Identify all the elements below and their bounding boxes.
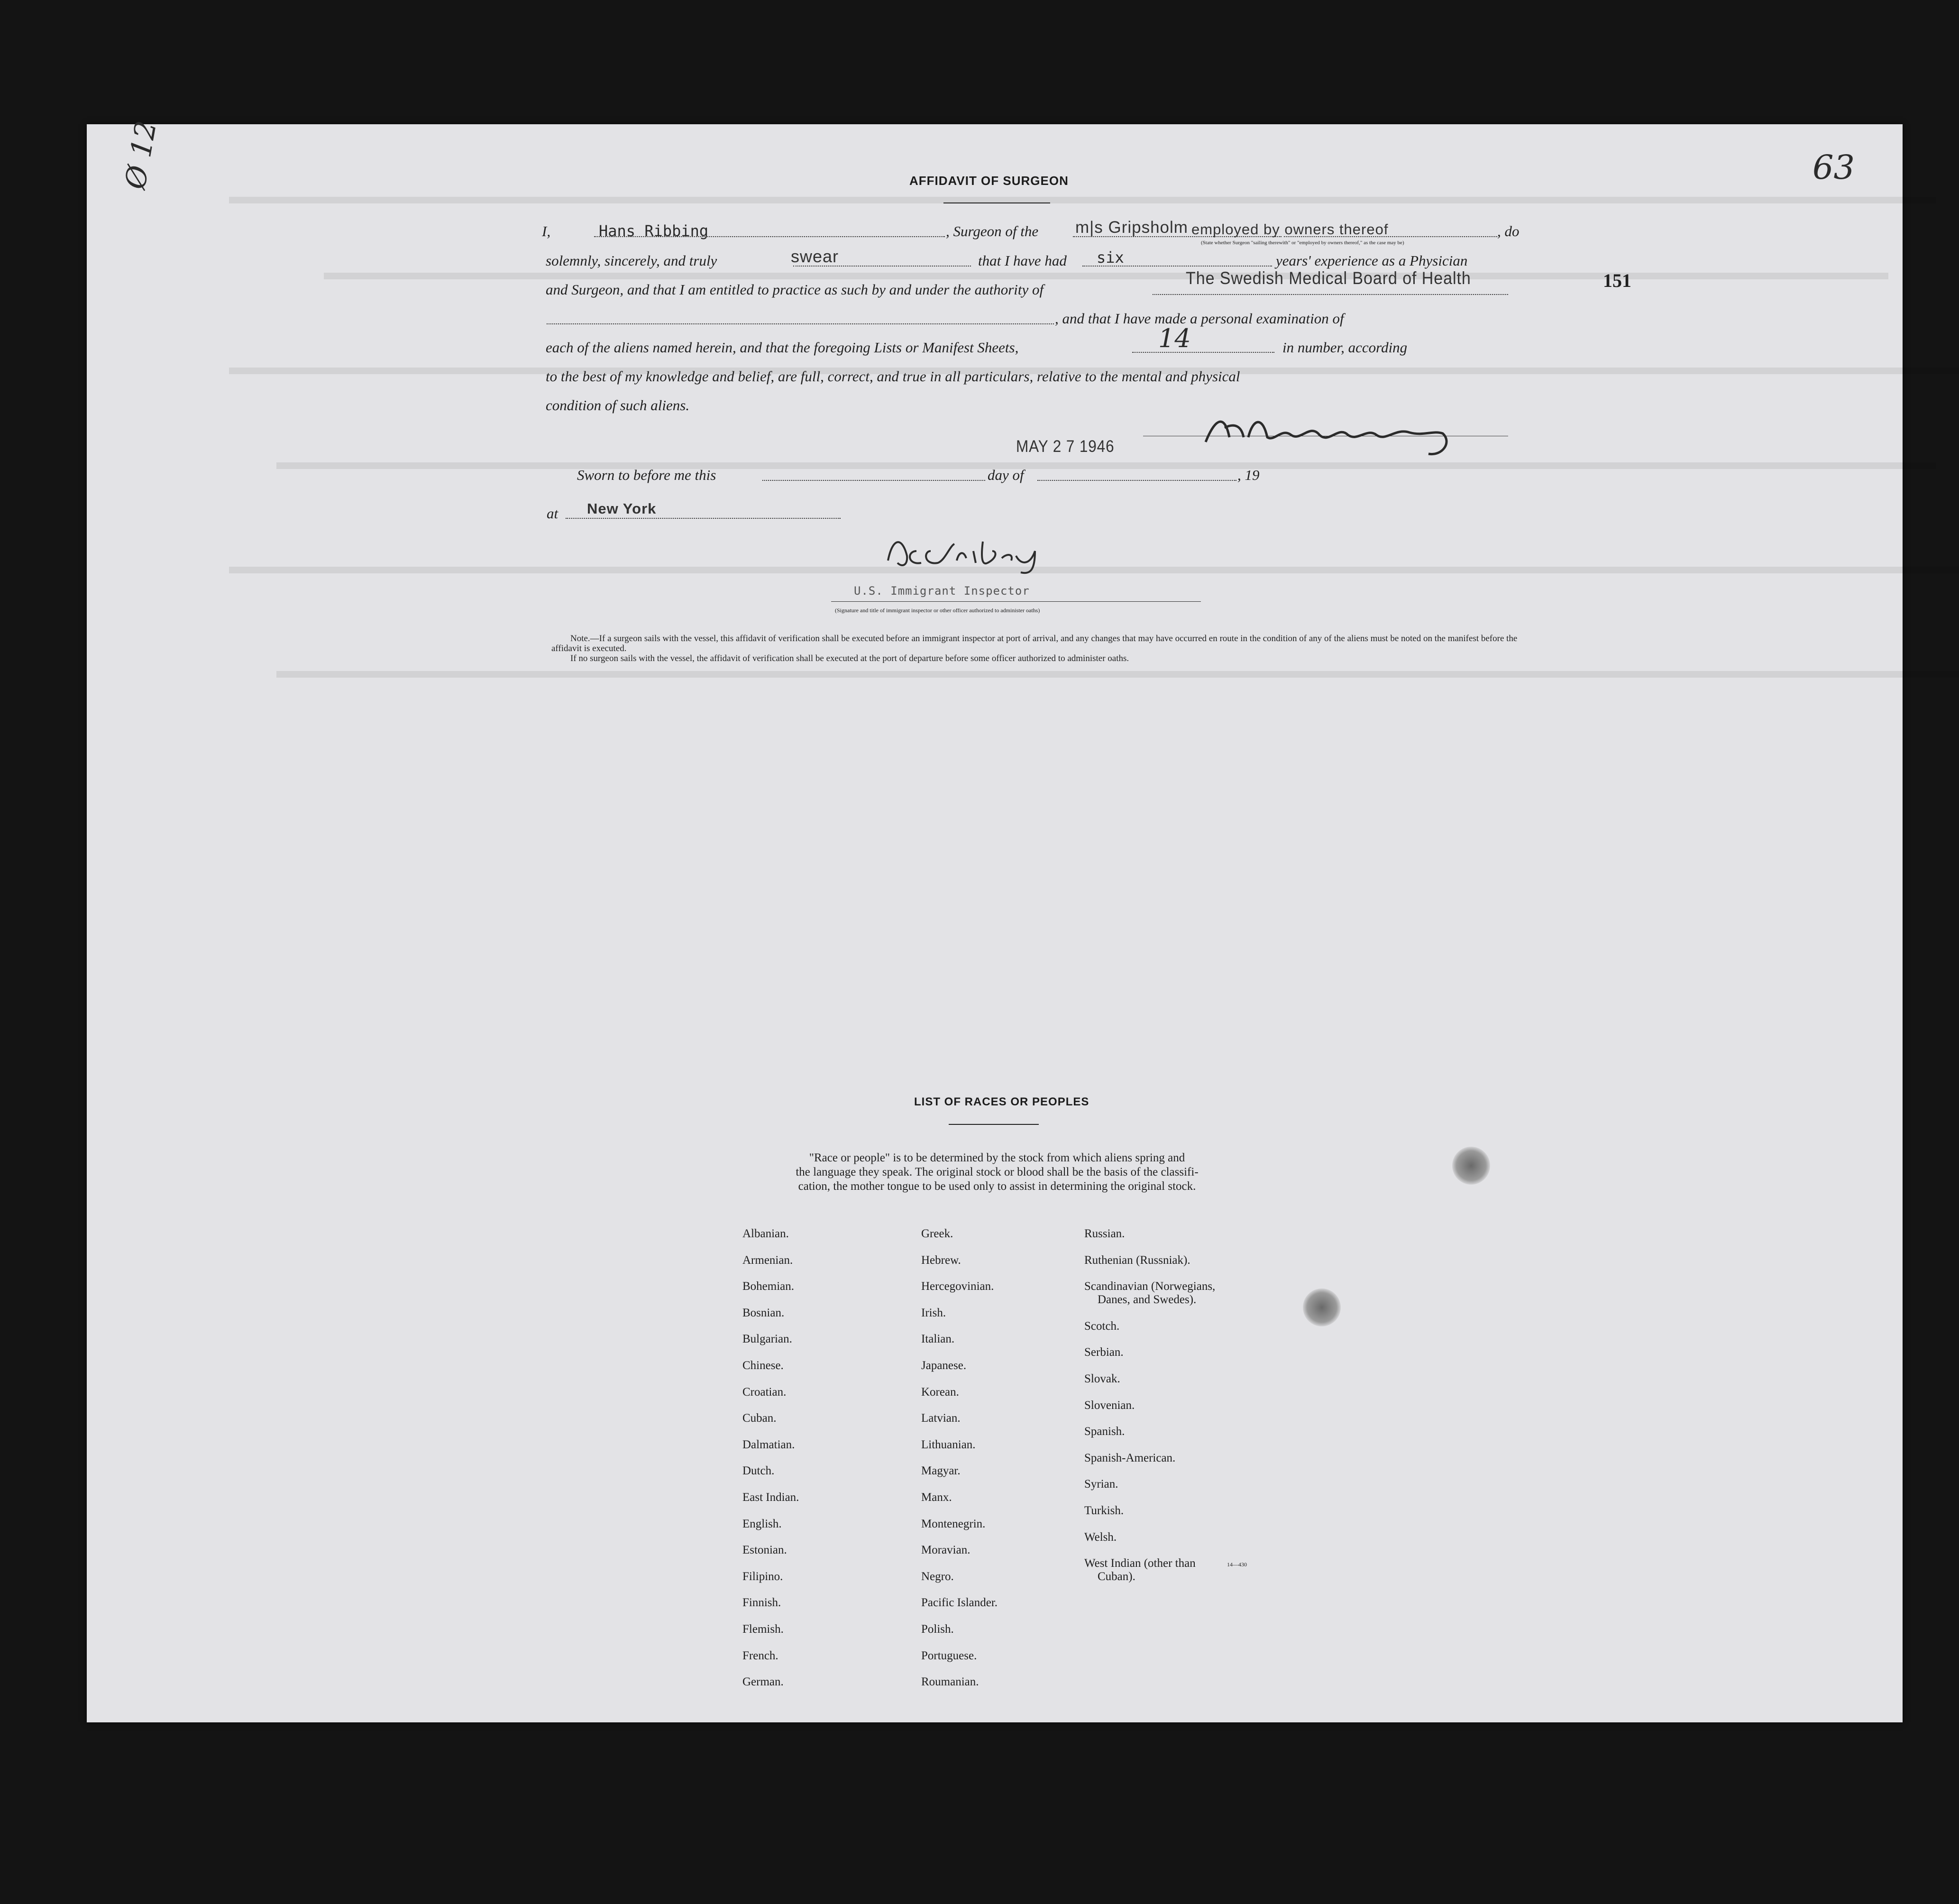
vessel-name: m|s Gripsholm <box>1075 218 1188 237</box>
list-item: Slovak. <box>1084 1372 1120 1385</box>
races-intro-line-1: "Race or people" is to be determined by the stock from which aliens spring and <box>809 1151 1185 1164</box>
list-item: Latvian. <box>921 1412 961 1425</box>
list-item: East Indian. <box>742 1490 799 1504</box>
surgeon-name: Hans Ribbing <box>599 222 709 240</box>
list-item: Filipino. <box>742 1570 783 1583</box>
margin-mark-top-left: Ø 12 <box>119 118 164 192</box>
list-item: Dalmatian. <box>742 1438 795 1451</box>
text-and-surgeon: and Surgeon, and that I am entitled to practice as such by and under the authority of <box>546 281 1044 298</box>
inspector-signature <box>874 532 1139 575</box>
list-item: Lithuanian. <box>921 1438 976 1451</box>
list-item: West Indian (other than <box>1084 1557 1196 1570</box>
blank-authority-cont <box>547 323 1054 324</box>
manifest-sheet-count: 14 <box>1158 323 1191 353</box>
text-that-i-have-had: that I have had <box>978 252 1067 269</box>
list-item: Ruthenian (Russniak). <box>1084 1253 1190 1267</box>
text-surgeon-of-the: , Surgeon of the <box>946 223 1039 239</box>
list-item: Syrian. <box>1084 1478 1118 1491</box>
blank-place <box>566 518 841 519</box>
list-item: Irish. <box>921 1306 946 1319</box>
text-solemnly: solemnly, sincerely, and truly <box>546 252 717 269</box>
list-item: English. <box>742 1517 782 1530</box>
list-item: Turkish. <box>1084 1504 1124 1517</box>
list-item: Cuban). <box>1098 1570 1135 1583</box>
page-number: 151 <box>1603 270 1631 291</box>
text-sworn-to-before-me: Sworn to before me this <box>577 467 716 483</box>
employment-status: employed by owners thereof <box>1191 221 1389 238</box>
list-item: Spanish-American. <box>1084 1451 1176 1464</box>
list-item: Montenegrin. <box>921 1517 986 1530</box>
list-item: Japanese. <box>921 1359 967 1372</box>
list-item: Magyar. <box>921 1464 961 1478</box>
place-sworn: New York <box>587 500 657 517</box>
text-day-of: day of <box>988 467 1024 483</box>
oath-word: swear <box>791 247 839 266</box>
text-personal-examination: , and that I have made a personal examination of <box>1055 310 1344 327</box>
races-intro-line-3: cation, the mother tongue to be used only to assist in determining the original stock. <box>798 1180 1196 1193</box>
blank-sworn-day <box>762 480 985 481</box>
signature-caption: (Signature and title of immigrant inspector or other officer authorized to administer oaths) <box>835 607 1040 614</box>
list-item: Danes, and Swedes). <box>1098 1293 1197 1306</box>
employment-note: (State whether Surgeon "sailing therewith" or "employed by owners thereof," as the case may be) <box>1201 240 1404 246</box>
stain-blot <box>1452 1147 1490 1185</box>
races-title-underline <box>949 1124 1039 1125</box>
list-item: Bulgarian. <box>742 1333 792 1346</box>
surgeon-signature <box>1196 409 1519 461</box>
list-item: Albanian. <box>742 1227 789 1240</box>
affidavit-title: AFFIDAVIT OF SURGEON <box>909 174 1069 188</box>
list-item: Hercegovinian. <box>921 1280 994 1293</box>
list-item: Finnish. <box>742 1596 781 1610</box>
text-i: I, <box>542 223 551 239</box>
list-item: German. <box>742 1675 784 1689</box>
text-years-experience: years' experience as a Physician <box>1276 252 1468 269</box>
list-item: Dutch. <box>742 1464 775 1478</box>
list-item: Estonian. <box>742 1544 787 1557</box>
form-number: 14—430 <box>1227 1561 1247 1568</box>
list-item: Greek. <box>921 1227 953 1240</box>
text-to-the-best: to the best of my knowledge and belief, are full, correct, and true in all particulars, relative to the mental and physical <box>546 368 1240 385</box>
races-column-1 <box>742 1227 799 1702</box>
text-in-number: in number, according <box>1282 339 1408 356</box>
list-item: Flemish. <box>742 1622 784 1636</box>
list-item: Hebrew. <box>921 1253 961 1267</box>
document-page <box>87 118 1903 1722</box>
years-experience: six <box>1097 248 1124 267</box>
margin-mark-top-right: 63 <box>1813 148 1855 187</box>
list-item: Portuguese. <box>921 1649 977 1662</box>
licensing-authority: The Swedish Medical Board of Health <box>1186 268 1471 288</box>
races-intro-line-2: the language they speak. The original stock or blood shall be the basis of the classifi- <box>796 1166 1199 1178</box>
list-item: Cuban. <box>742 1412 777 1425</box>
text-each-of-the-aliens: each of the aliens named herein, and that the foregoing Lists or Manifest Sheets, <box>546 339 1019 356</box>
title-underline <box>943 202 1050 203</box>
list-item: Russian. <box>1084 1227 1125 1240</box>
list-item: Welsh. <box>1084 1530 1117 1544</box>
list-item: Scotch. <box>1084 1319 1120 1333</box>
note-surgeon-sails: Note.—If a surgeon sails with the vessel, this affidavit of verification shall be executed before an immigrant inspector at port of arrival, and any changes that may have occurred en route in the condition of any of the aliens must be noted on the manifest before the affidavit is executed. <box>551 634 1518 653</box>
list-item: Spanish. <box>1084 1425 1125 1438</box>
list-item: Roumanian. <box>921 1675 979 1689</box>
list-item: Negro. <box>921 1570 954 1583</box>
races-column-2 <box>921 1227 998 1702</box>
races-title: LIST OF RACES OR PEOPLES <box>914 1095 1089 1108</box>
list-item: Italian. <box>921 1333 955 1346</box>
inspector-title: U.S. Immigrant Inspector <box>854 584 1030 598</box>
blank-sheets <box>1132 352 1274 353</box>
blank-sworn-month <box>1037 480 1236 481</box>
list-item: Croatian. <box>742 1385 787 1398</box>
text-nineteen: , 19 <box>1237 467 1260 483</box>
note-no-surgeon: If no surgeon sails with the vessel, the affidavit of verification shall be executed at the port of departure before some officer authorized to administer oaths. <box>570 653 1129 663</box>
blank-authority <box>1153 294 1508 295</box>
list-item: Bosnian. <box>742 1306 785 1319</box>
list-item: Moravian. <box>921 1544 970 1557</box>
list-item: Armenian. <box>742 1253 793 1267</box>
list-item: French. <box>742 1649 778 1662</box>
list-item: Slovenian. <box>1084 1398 1135 1412</box>
list-item: Korean. <box>921 1385 959 1398</box>
list-item: Polish. <box>921 1622 954 1636</box>
list-item: Pacific Islander. <box>921 1596 998 1610</box>
text-condition: condition of such aliens. <box>546 397 690 414</box>
list-item: Serbian. <box>1084 1346 1124 1359</box>
stain-blot <box>1303 1288 1341 1326</box>
list-item: Manx. <box>921 1490 952 1504</box>
list-item: Bohemian. <box>742 1280 795 1293</box>
races-column-3 <box>1084 1227 1215 1597</box>
blank-inspector-signature <box>831 601 1201 602</box>
list-item: Scandinavian (Norwegians, <box>1084 1280 1216 1293</box>
date-stamp: MAY 2 7 1946 <box>1016 437 1115 456</box>
list-item: Chinese. <box>742 1359 784 1372</box>
text-do: , do <box>1497 223 1520 239</box>
text-at: at <box>547 505 558 522</box>
